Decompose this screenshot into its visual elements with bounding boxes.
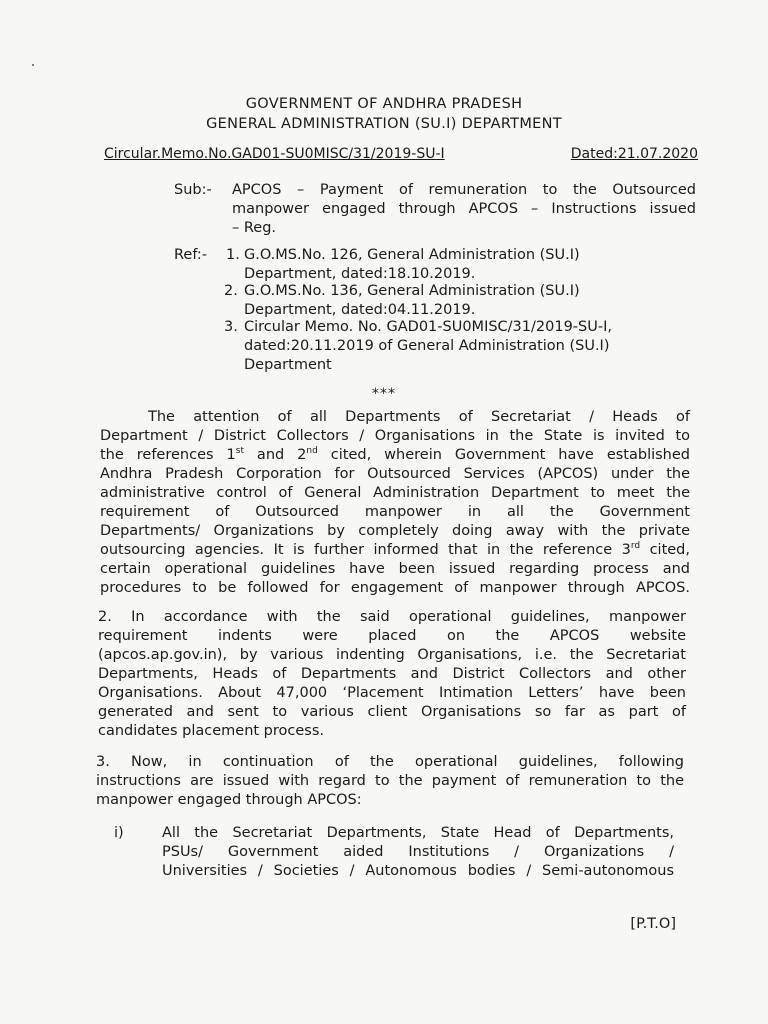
header-department: GENERAL ADMINISTRATION (SU.I) DEPARTMENT	[206, 116, 562, 132]
para2-line: 2. In accordance with the said operational guidelines, manpower	[98, 609, 686, 625]
para1-line: requirement of Outsourced manpower in all the Government	[100, 504, 690, 520]
para3-line: manpower engaged through APCOS:	[96, 792, 362, 808]
para3-line: 3. Now, in continuation of the operational guidelines, following	[96, 754, 684, 770]
subject-line: manpower engaged through APCOS – Instructions issued	[232, 201, 696, 217]
subject-line: APCOS – Payment of remuneration to the Outsourced	[232, 182, 696, 198]
memo-date: Dated:21.07.2020	[570, 146, 698, 162]
item-i-line: All the Secretariat Departments, State Head of Departments,	[162, 825, 674, 841]
reference-1-text	[244, 246, 580, 284]
memo-number: Circular.Memo.No.GAD01-SU0MISC/31/2019-SU-I	[104, 146, 445, 162]
item-i-line: Universities / Societies / Autonomous bodies / Semi-autonomous	[162, 863, 674, 879]
reference-line: Department	[244, 357, 332, 373]
subject-line: – Reg.	[232, 220, 277, 236]
reference-line: G.O.MS.No. 136, General Administration (SU.I)	[244, 283, 580, 299]
reference-line: Circular Memo. No. GAD01-SU0MISC/31/2019-SU-I,	[244, 319, 612, 335]
para2-line: Organisations. About 47,000 ‘Placement Intimation Letters’ have been	[98, 685, 686, 701]
para3-line: instructions are issued with regard to the payment of remuneration to the	[96, 773, 684, 789]
para1-line: certain operational guidelines have been issued regarding process and	[100, 561, 690, 577]
reference-3-text	[244, 318, 612, 375]
item-i-number: i)	[114, 825, 124, 841]
scan-speck	[32, 64, 34, 66]
para1-line: The attention of all Departments of Secretariat / Heads of	[148, 409, 690, 425]
para2-line: (apcos.ap.gov.in), by various indenting Organisations, i.e. the Secretariat	[98, 647, 686, 663]
reference-line: Department, dated:18.10.2019.	[244, 266, 476, 282]
section-separator: ***	[372, 386, 396, 402]
para2-line: requirement indents were placed on the APCOS website	[98, 628, 686, 644]
paragraph-2	[98, 608, 686, 741]
subject-label: Sub:-	[174, 182, 212, 198]
para1-line: outsourcing agencies. It is further informed that in the reference 3rd cited,	[100, 541, 690, 558]
para2-line: candidates placement process.	[98, 723, 325, 739]
item-i-text	[162, 824, 674, 881]
para1-line: Department / District Collectors / Organisations in the State is invited to	[100, 428, 690, 444]
reference-line: Department, dated:04.11.2019.	[244, 302, 476, 318]
header-government: GOVERNMENT OF ANDHRA PRADESH	[245, 96, 523, 112]
reference-line: dated:20.11.2019 of General Administration (SU.I)	[244, 338, 610, 354]
para1-first-line	[148, 408, 690, 427]
paragraph-1	[100, 427, 690, 598]
para1-line: the references 1st and 2nd cited, wherein Government have established	[100, 446, 690, 463]
paragraph-3	[96, 753, 684, 810]
subject-text	[232, 181, 696, 238]
para1-line: Andhra Pradesh Corporation for Outsourced Services (APCOS) under the	[100, 466, 690, 482]
reference-line: G.O.MS.No. 126, General Administration (SU.I)	[244, 247, 580, 263]
para1-line: procedures to be followed for engagement of manpower through APCOS.	[100, 580, 690, 596]
para2-line: Departments, Heads of Departments and District Collectors and other	[98, 666, 686, 682]
page-turn-over: [P.T.O]	[630, 916, 676, 932]
reference-1-num: 1.	[226, 247, 240, 263]
item-i-line: PSUs/ Government aided Institutions / Organizations /	[162, 844, 674, 860]
para2-line: generated and sent to various client Organisations so far as part of	[98, 704, 686, 720]
reference-2-num: 2.	[224, 283, 238, 299]
para1-line: administrative control of General Administration Department to meet the	[100, 485, 690, 501]
reference-2-text	[244, 282, 580, 320]
references-label: Ref:-	[174, 247, 208, 263]
para1-line: Departments/ Organizations by completely doing away with the private	[100, 523, 690, 539]
reference-3-num: 3.	[224, 319, 238, 335]
